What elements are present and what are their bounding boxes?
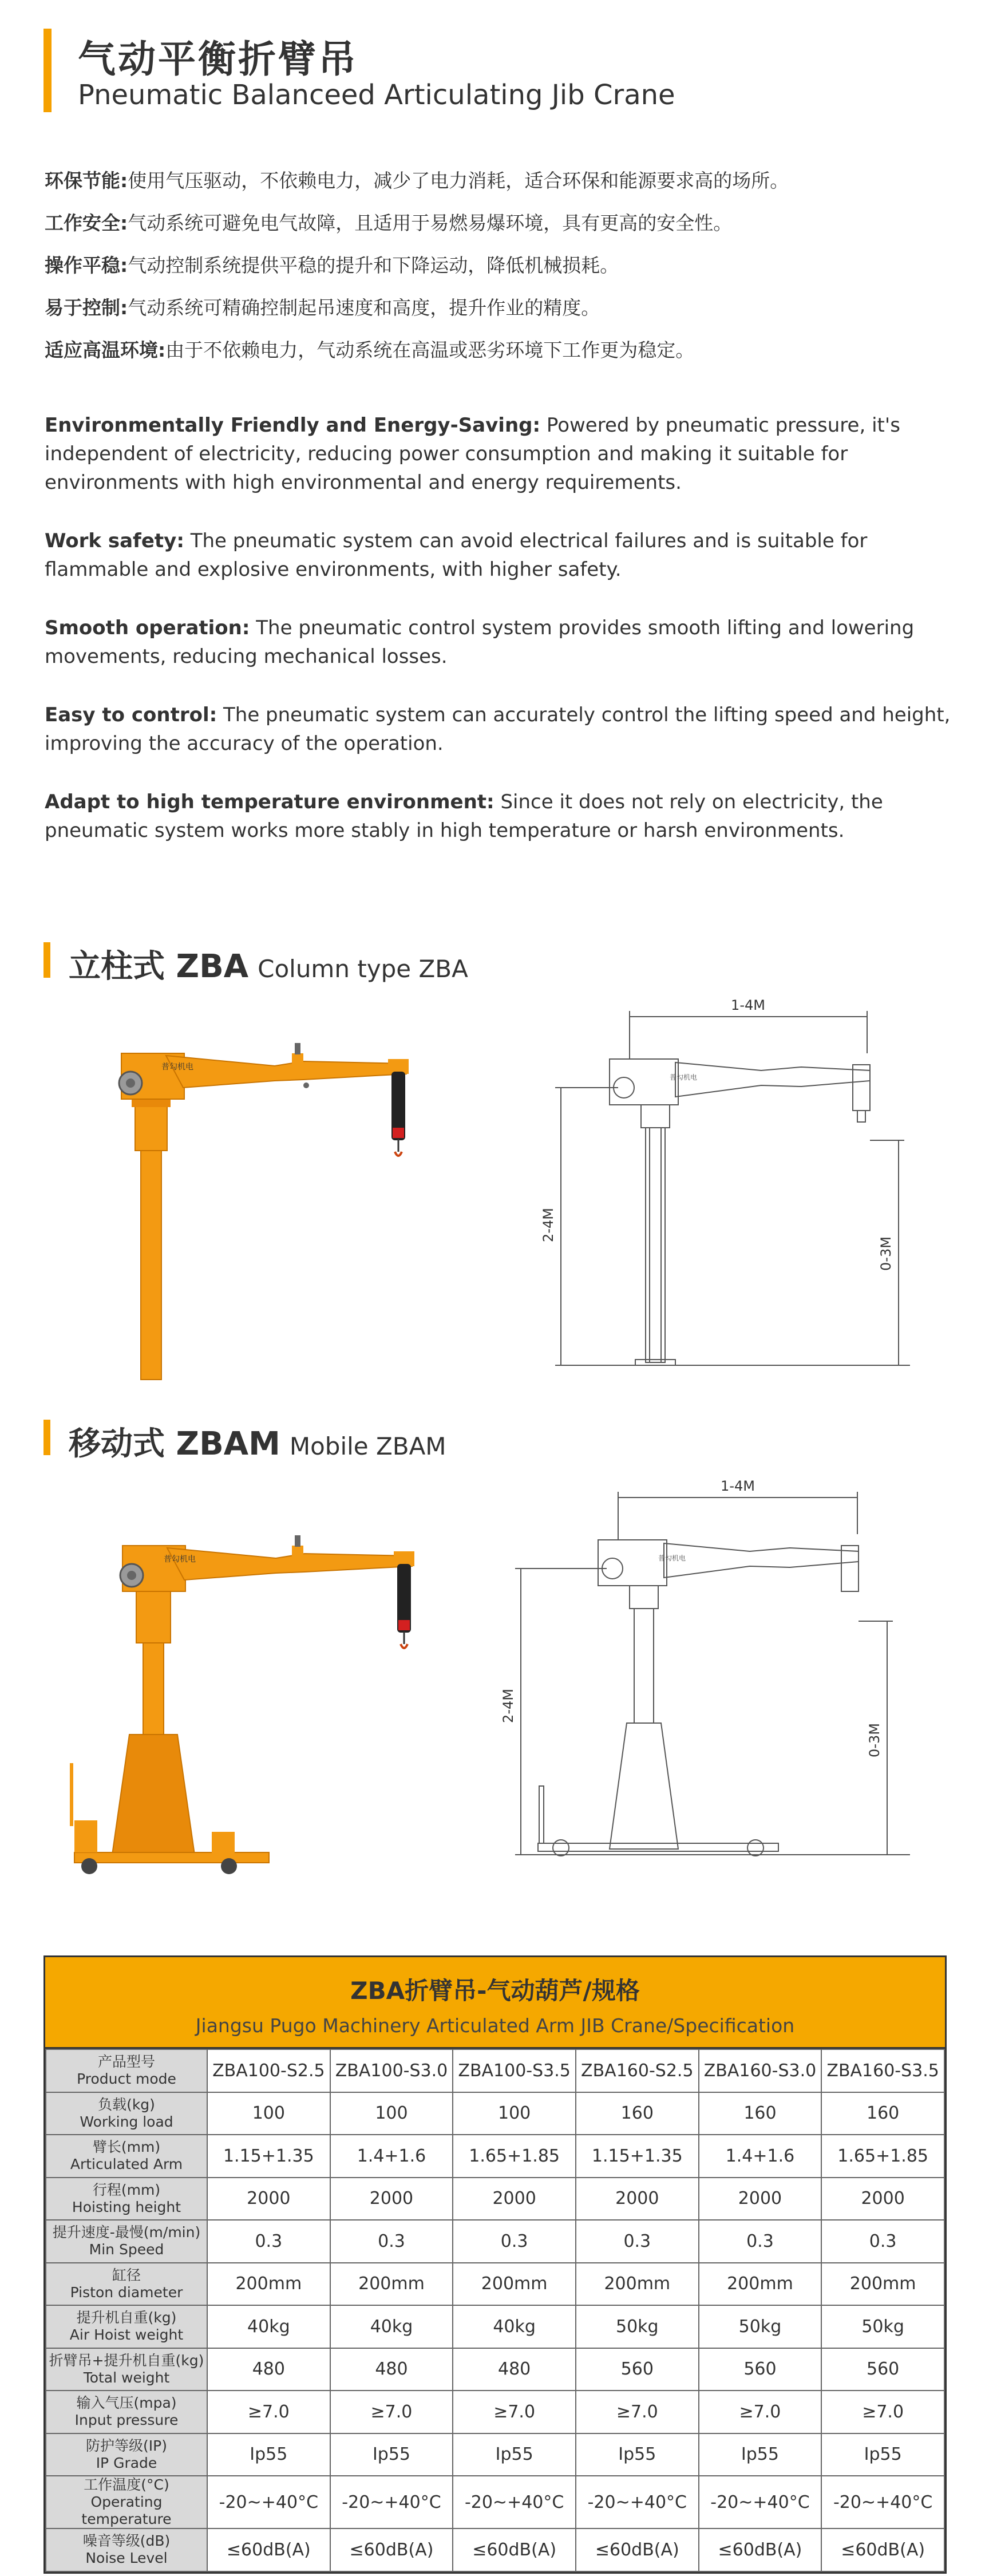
- row-label: [46, 2433, 207, 2476]
- table-cell: 40kg: [453, 2305, 576, 2348]
- feature-en-item: [45, 411, 960, 497]
- page-title-cn: 气动平衡折臂吊: [78, 37, 358, 81]
- spec-table-title-en: Jiangsu Pugo Machinery Articulated Arm JIB Crane/Specification: [195, 2014, 795, 2037]
- row-label-en: Operating temperature: [81, 2494, 172, 2527]
- row-label-cn: 折臂吊+提升机自重(kg): [49, 2352, 204, 2369]
- table-cell: ≥7.0: [453, 2391, 576, 2433]
- table-cell: -20~+40°C: [330, 2476, 453, 2528]
- table-cell: 0.3: [576, 2220, 699, 2263]
- feature-cn-text: 使用气压驱动，不依赖电力，减少了电力消耗，适合环保和能源要求高的场所。: [128, 169, 789, 192]
- feature-en-label: Smooth operation:: [45, 617, 250, 639]
- table-cell: ZBA160-S3.5: [821, 2049, 944, 2092]
- stroke-label-mobile: 0-3M: [867, 1723, 883, 1757]
- table-cell: 200mm: [330, 2263, 453, 2306]
- table-cell: 560: [821, 2348, 944, 2391]
- feature-en-text: The pneumatic control system provides smooth lifting and lowering movements, reducing mechanical losses.: [45, 617, 915, 668]
- row-label-en: Product mode: [77, 2071, 176, 2088]
- stroke-label: 0-3M: [878, 1236, 894, 1271]
- row-label: [46, 2263, 207, 2306]
- table-cell: Ip55: [821, 2433, 944, 2476]
- row-label-en: Hoisting height: [72, 2198, 181, 2215]
- feature-cn-item: [45, 339, 949, 362]
- table-cell: ≤60dB(A): [453, 2528, 576, 2571]
- table-cell: -20~+40°C: [576, 2476, 699, 2528]
- feature-en-label: Adapt to high temperature environment:: [45, 791, 494, 813]
- table-cell: 2000: [207, 2178, 330, 2221]
- table-cell: 0.3: [453, 2220, 576, 2263]
- table-cell: ≤60dB(A): [207, 2528, 330, 2571]
- brand-label-mobile: 普勾机电: [164, 1555, 196, 1564]
- features-cn-list: [45, 169, 949, 381]
- table-row: [46, 2135, 944, 2178]
- table-cell: 50kg: [699, 2305, 822, 2348]
- page-title-en: Pneumatic Balanceed Articulating Jib Crane: [78, 79, 675, 111]
- table-cell: 560: [699, 2348, 822, 2391]
- table-cell: ZBA160-S2.5: [576, 2049, 699, 2092]
- spec-table: [43, 1955, 947, 2574]
- row-label-en: Noise Level: [85, 2550, 168, 2567]
- table-row: [46, 2391, 944, 2433]
- table-row: [46, 2433, 944, 2476]
- row-label: [46, 2305, 207, 2348]
- feature-en-label: Environmentally Friendly and Energy-Saving:: [45, 414, 541, 437]
- table-row: [46, 2263, 944, 2306]
- feature-en-text: Powered by pneumatic pressure, it's independent of electricity, reducing power consumption and making it suitable for environments with high environmental and energy requirements.: [45, 414, 900, 494]
- table-cell: 0.3: [207, 2220, 330, 2263]
- row-label-cn: 缸径: [112, 2266, 141, 2283]
- row-label: [46, 2049, 207, 2092]
- table-row: [46, 2528, 944, 2571]
- feature-en-item: [45, 788, 960, 845]
- table-cell: 200mm: [821, 2263, 944, 2306]
- table-cell: 2000: [330, 2178, 453, 2221]
- table-cell: 100: [453, 2092, 576, 2135]
- height-label-mobile: 2-4M: [500, 1689, 516, 1723]
- row-label-en: Input pressure: [74, 2412, 179, 2429]
- table-cell: Ip55: [699, 2433, 822, 2476]
- spec-table-header: [45, 1957, 945, 2049]
- mobile-crane-illustration: [63, 1523, 429, 1878]
- row-label-cn: 防护等级(IP): [86, 2437, 167, 2454]
- table-cell: 50kg: [576, 2305, 699, 2348]
- row-label-en: Articulated Arm: [70, 2156, 183, 2173]
- table-cell: Ip55: [453, 2433, 576, 2476]
- table-row: [46, 2178, 944, 2221]
- feature-cn-label: 工作安全:: [45, 212, 128, 234]
- row-label-cn: 臂长(mm): [92, 2139, 161, 2156]
- table-row: [46, 2305, 944, 2348]
- table-cell: 40kg: [207, 2305, 330, 2348]
- table-cell: 100: [330, 2092, 453, 2135]
- table-cell: 50kg: [821, 2305, 944, 2348]
- table-cell: 100: [207, 2092, 330, 2135]
- feature-cn-text: 气动系统可避免电气故障，且适用于易燃易爆环境，具有更高的安全性。: [128, 212, 733, 234]
- feature-cn-text: 气动控制系统提供平稳的提升和下降运动，降低机械损耗。: [128, 254, 619, 276]
- table-cell: ZBA100-S2.5: [207, 2049, 330, 2092]
- feature-cn-label: 易于控制:: [45, 297, 128, 319]
- feature-en-label: Work safety:: [45, 530, 184, 552]
- height-label: 2-4M: [540, 1208, 556, 1242]
- table-cell: 200mm: [699, 2263, 822, 2306]
- row-label-cn: 工作温度(°C): [84, 2476, 169, 2493]
- row-label: [46, 2135, 207, 2178]
- table-row: [46, 2049, 944, 2092]
- table-cell: 0.3: [821, 2220, 944, 2263]
- table-cell: 2000: [576, 2178, 699, 2221]
- page-header: [43, 25, 936, 116]
- row-label: [46, 2178, 207, 2221]
- column-crane-line-drawing: [504, 985, 933, 1385]
- table-cell: ≤60dB(A): [576, 2528, 699, 2571]
- features-en-list: [45, 411, 960, 875]
- table-row: [46, 2220, 944, 2263]
- row-label-cn: 输入气压(mpa): [76, 2395, 177, 2412]
- feature-en-item: [45, 614, 960, 671]
- row-label: [46, 2528, 207, 2571]
- brand-label: 普勾机电: [161, 1062, 193, 1072]
- brand-label-drawing-mobile: 普勾机电: [658, 1554, 686, 1562]
- feature-cn-label: 操作平稳:: [45, 254, 128, 276]
- table-cell: Ip55: [576, 2433, 699, 2476]
- table-cell: ≥7.0: [699, 2391, 822, 2433]
- feature-en-text: The pneumatic system can avoid electrical failures and is suitable for flammable and explosive environments, with higher safety.: [45, 530, 868, 581]
- feature-cn-label: 环保节能:: [45, 169, 128, 192]
- row-label: [46, 2220, 207, 2263]
- table-cell: 0.3: [699, 2220, 822, 2263]
- title-accent-bar: [43, 29, 52, 112]
- table-cell: ZBA160-S3.0: [699, 2049, 822, 2092]
- row-label-cn: 提升机自重(kg): [76, 2309, 177, 2326]
- table-cell: 1.65+1.85: [453, 2135, 576, 2178]
- table-cell: -20~+40°C: [207, 2476, 330, 2528]
- spec-table-title-cn: ZBA折臂吊-气动葫芦/规格: [350, 1977, 640, 2005]
- table-cell: 1.4+1.6: [699, 2135, 822, 2178]
- table-cell: 200mm: [576, 2263, 699, 2306]
- feature-cn-item: [45, 169, 949, 192]
- table-cell: 160: [821, 2092, 944, 2135]
- arm-length-label: 1-4M: [731, 997, 765, 1013]
- row-label-cn: 提升速度-最慢(m/min): [52, 2224, 201, 2241]
- table-cell: ≤60dB(A): [821, 2528, 944, 2571]
- row-label-cn: 噪音等级(dB): [82, 2532, 171, 2550]
- table-cell: 40kg: [330, 2305, 453, 2348]
- feature-cn-item: [45, 212, 949, 235]
- table-cell: -20~+40°C: [699, 2476, 822, 2528]
- table-cell: 160: [576, 2092, 699, 2135]
- row-label-cn: 负载(kg): [98, 2096, 155, 2113]
- row-label-en: Total weight: [83, 2369, 170, 2386]
- table-cell: ≤60dB(A): [699, 2528, 822, 2571]
- table-cell: Ip55: [330, 2433, 453, 2476]
- table-cell: -20~+40°C: [821, 2476, 944, 2528]
- row-label: [46, 2092, 207, 2135]
- table-cell: ≥7.0: [821, 2391, 944, 2433]
- section-mobile-title-en: Mobile ZBAM: [289, 1432, 446, 1460]
- spec-table-grid: [45, 2049, 945, 2572]
- table-cell: ≥7.0: [207, 2391, 330, 2433]
- row-label-cn: 行程(mm): [92, 2181, 161, 2198]
- table-cell: 200mm: [453, 2263, 576, 2306]
- table-cell: 2000: [453, 2178, 576, 2221]
- feature-cn-item: [45, 297, 949, 319]
- feature-en-item: [45, 527, 960, 584]
- column-crane-illustration: [109, 1030, 429, 1385]
- table-cell: 1.15+1.35: [576, 2135, 699, 2178]
- table-cell: Ip55: [207, 2433, 330, 2476]
- section-column-title: [69, 941, 468, 987]
- table-cell: 1.65+1.85: [821, 2135, 944, 2178]
- feature-cn-text: 由于不依赖电力，气动系统在高温或恶劣环境下工作更为稳定。: [165, 339, 695, 361]
- arm-length-label-mobile: 1-4M: [721, 1478, 755, 1494]
- section-accent-bar: [43, 942, 50, 978]
- section-accent-bar: [43, 1420, 50, 1455]
- table-cell: 1.15+1.35: [207, 2135, 330, 2178]
- table-cell: ZBA100-S3.0: [330, 2049, 453, 2092]
- table-cell: -20~+40°C: [453, 2476, 576, 2528]
- section-column-title-en: Column type ZBA: [258, 955, 468, 983]
- row-label-en: Air Hoist weight: [69, 2326, 184, 2344]
- table-row: [46, 2348, 944, 2391]
- row-label: [46, 2476, 207, 2528]
- feature-cn-text: 气动系统可精确控制起吊速度和高度，提升作业的精度。: [128, 297, 600, 319]
- section-mobile-title: [69, 1419, 446, 1464]
- table-cell: 1.4+1.6: [330, 2135, 453, 2178]
- mobile-crane-line-drawing: [475, 1465, 933, 1878]
- feature-cn-label: 适应高温环境:: [45, 339, 166, 361]
- section-mobile-title-cn: 移动式 ZBAM: [69, 1425, 280, 1463]
- table-cell: 160: [699, 2092, 822, 2135]
- table-cell: ZBA100-S3.5: [453, 2049, 576, 2092]
- table-row: [46, 2092, 944, 2135]
- feature-en-text: Since it does not rely on electricity, the pneumatic system works more stably in high temperature or harsh environments.: [45, 791, 883, 842]
- row-label-en: IP Grade: [96, 2454, 157, 2471]
- row-label-en: Min Speed: [89, 2241, 164, 2258]
- table-cell: 560: [576, 2348, 699, 2391]
- table-cell: 2000: [821, 2178, 944, 2221]
- table-cell: 480: [207, 2348, 330, 2391]
- table-cell: 0.3: [330, 2220, 453, 2263]
- table-cell: 200mm: [207, 2263, 330, 2306]
- table-cell: 480: [453, 2348, 576, 2391]
- row-label-en: Working load: [80, 2113, 173, 2130]
- table-cell: 2000: [699, 2178, 822, 2221]
- feature-en-text: The pneumatic system can accurately control the lifting speed and height, improving the accuracy of the operation.: [45, 704, 951, 755]
- row-label-cn: 产品型号: [97, 2053, 155, 2071]
- feature-en-label: Easy to control:: [45, 704, 217, 726]
- feature-cn-item: [45, 254, 949, 277]
- row-label: [46, 2391, 207, 2433]
- table-cell: ≥7.0: [576, 2391, 699, 2433]
- table-row: [46, 2476, 944, 2528]
- table-cell: ≥7.0: [330, 2391, 453, 2433]
- brand-label-drawing: 普勾机电: [670, 1073, 698, 1081]
- feature-en-item: [45, 701, 960, 758]
- row-label: [46, 2348, 207, 2391]
- section-column-title-cn: 立柱式 ZBA: [69, 948, 249, 985]
- table-cell: ≤60dB(A): [330, 2528, 453, 2571]
- table-cell: 480: [330, 2348, 453, 2391]
- row-label-en: Piston diameter: [70, 2283, 183, 2301]
